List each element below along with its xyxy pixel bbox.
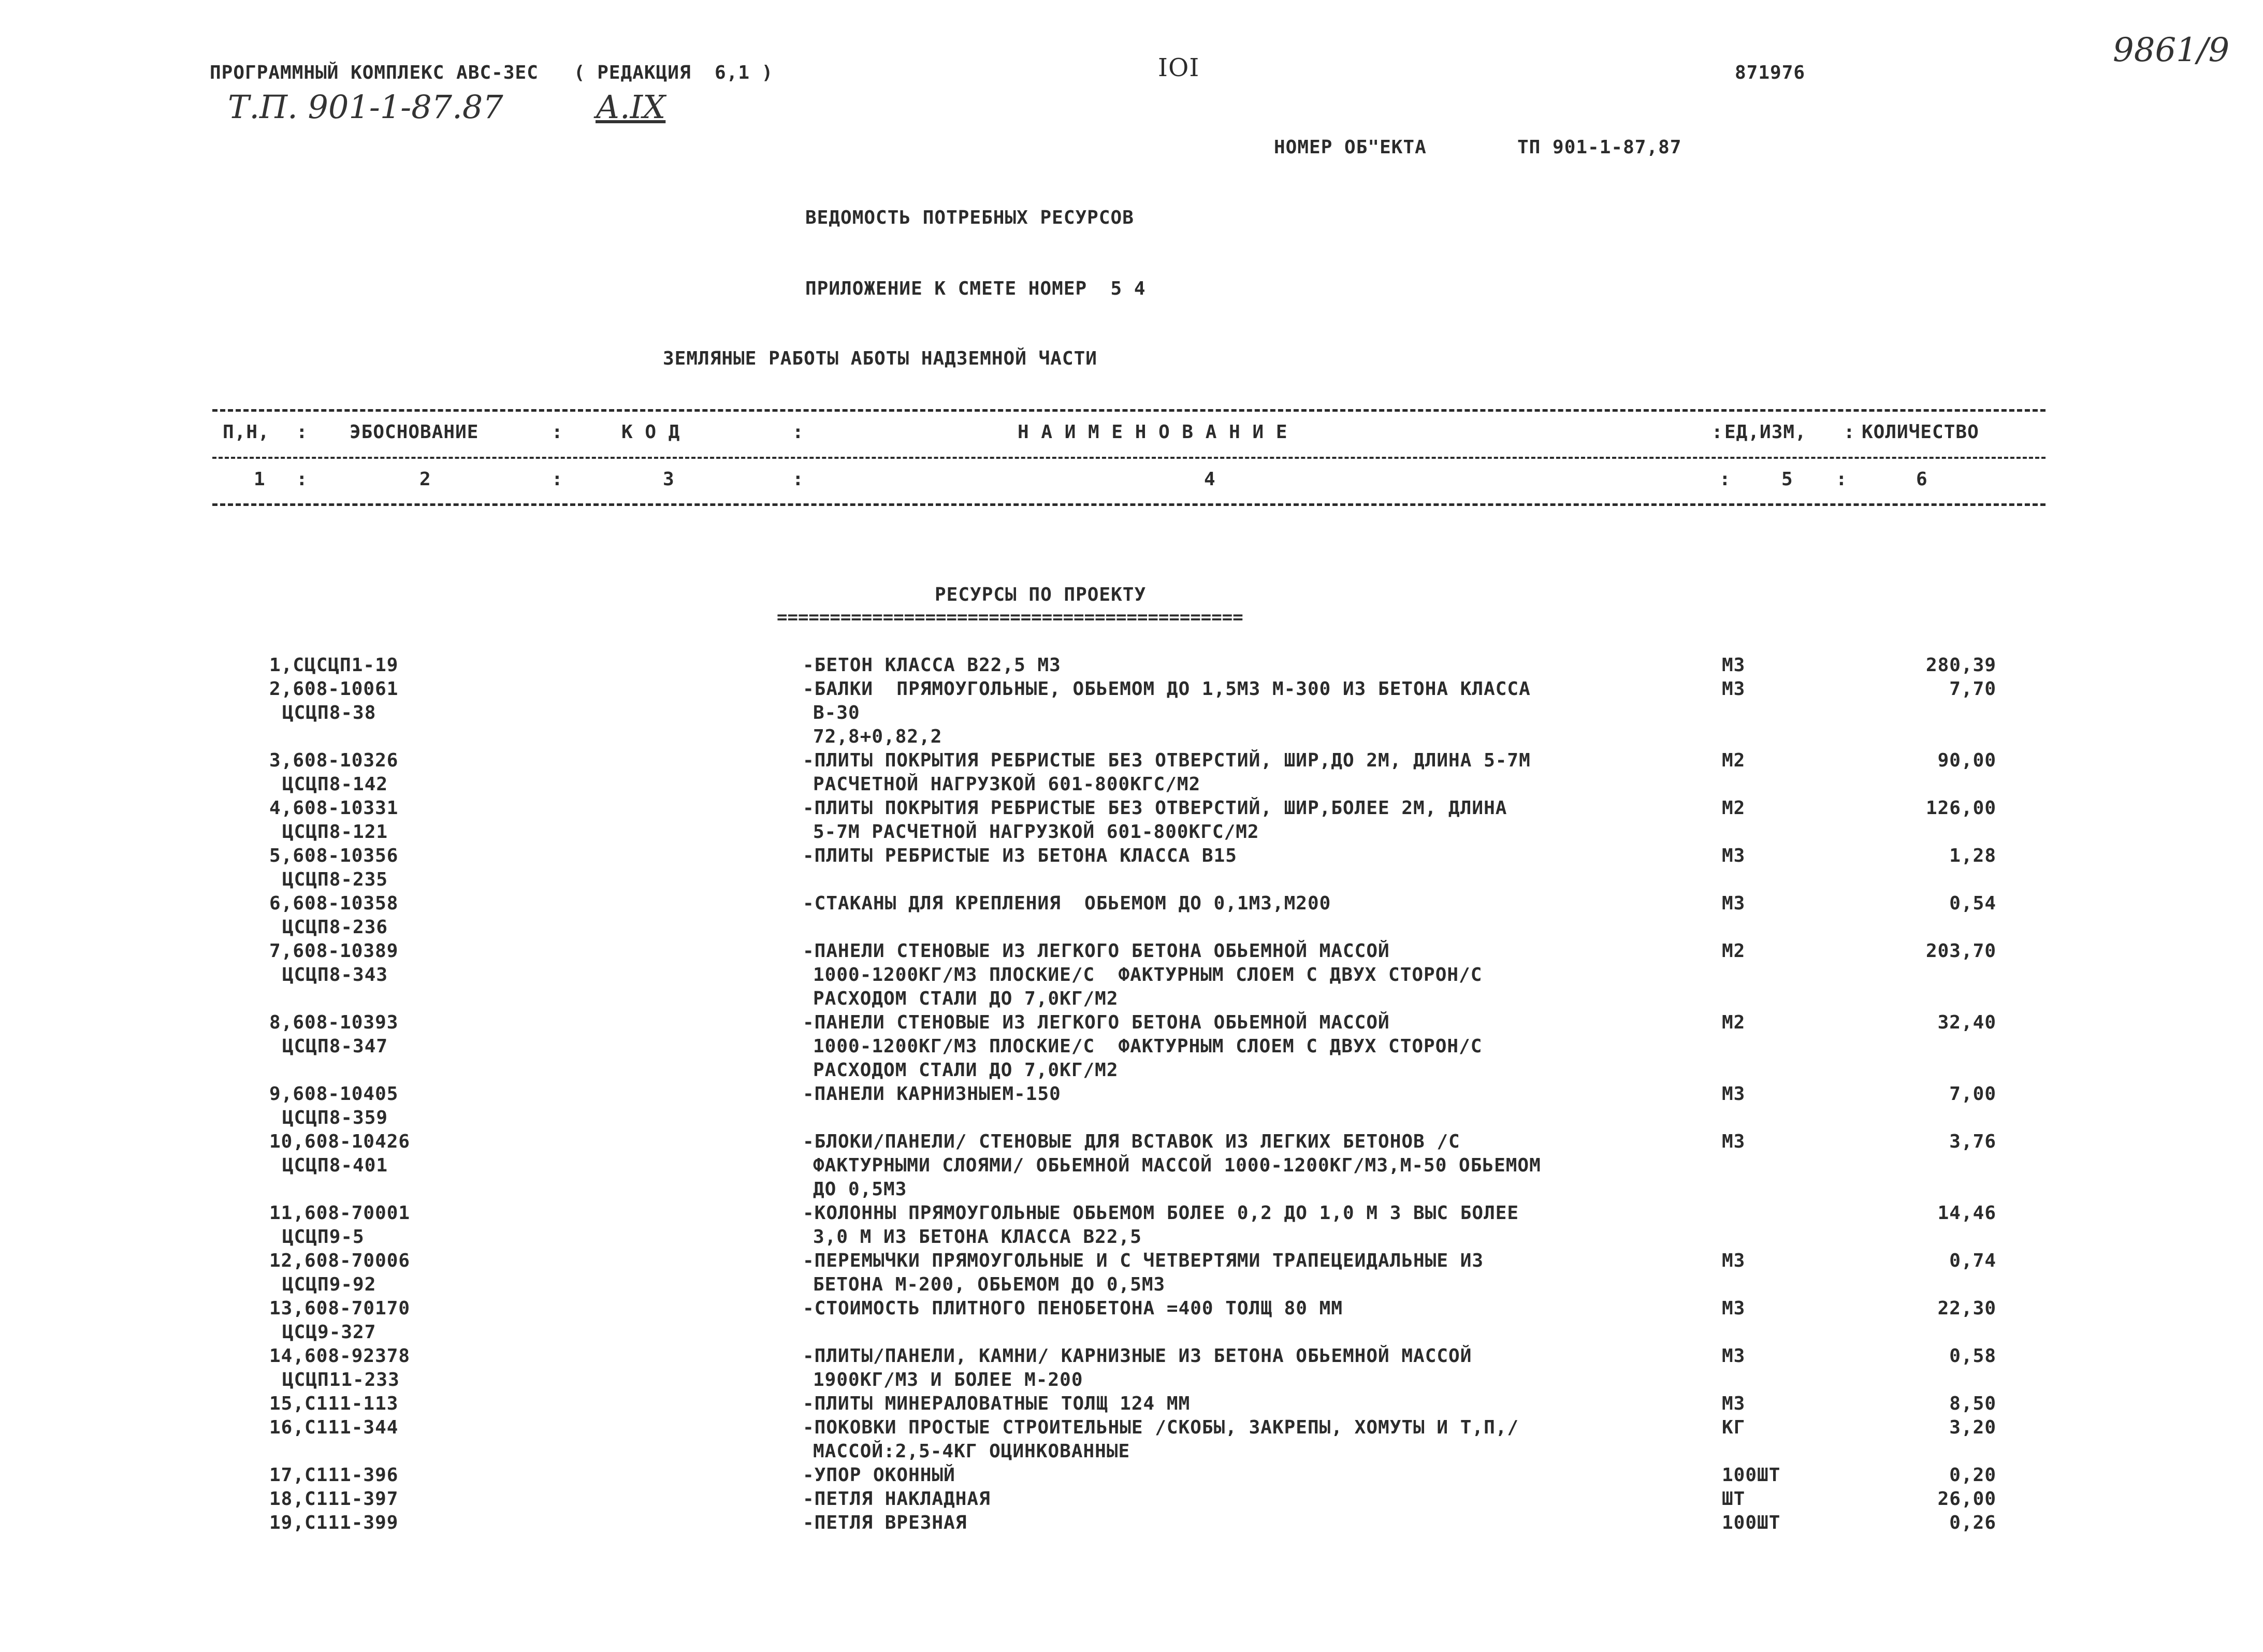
col-sep: :	[552, 469, 563, 490]
row-code: ЦСЦП8-121	[282, 821, 388, 843]
program-header: ПРОГРАММНЫЙ КОМПЛЕКС АВС-3ЕС ( РЕДАКЦИЯ 6,1 )	[210, 62, 774, 83]
row-name: 3,0 М ИЗ БЕТОНА КЛАССА В22,5	[813, 1226, 1142, 1248]
object-value: ТП 901-1-87,87	[1517, 137, 1682, 158]
row-code: 15,С111-113	[269, 1393, 399, 1414]
row-quantity: 7,00	[1949, 1083, 1996, 1105]
row-quantity: 0,58	[1949, 1345, 1996, 1367]
row-code: 14,608-92378	[269, 1345, 411, 1367]
col-sep: :	[792, 422, 804, 443]
row-unit: М3	[1722, 1250, 1746, 1271]
row-unit: М3	[1722, 655, 1746, 676]
row-quantity: 8,50	[1949, 1393, 1996, 1414]
col-head-qty: КОЛИЧЕСТВО	[1862, 422, 1979, 443]
row-quantity: 3,20	[1949, 1417, 1996, 1438]
row-quantity: 3,76	[1949, 1131, 1996, 1152]
col-num-6: 6	[1916, 469, 1928, 490]
row-unit: М3	[1722, 1345, 1746, 1367]
row-code: ЦСЦ9-327	[282, 1322, 376, 1343]
row-code: ЦСЦП11-233	[282, 1369, 400, 1390]
row-code: 18,С111-397	[269, 1488, 399, 1510]
row-name: -БЕТОН КЛАССА В22,5 М3	[803, 655, 1061, 676]
row-unit: М2	[1722, 750, 1746, 771]
col-head-basis: ЭБОСНОВАНИЕ	[350, 422, 479, 443]
row-unit: М3	[1722, 1298, 1746, 1319]
page-number: IOI	[1158, 53, 1200, 82]
row-code: ЦСЦП9-92	[282, 1274, 376, 1295]
row-quantity: 0,54	[1949, 893, 1996, 914]
row-name: -ПАНЕЛИ СТЕНОВЫЕ ИЗ ЛЕГКОГО БЕТОНА ОБЬЕМНОЙ МАССОЙ	[803, 1012, 1390, 1033]
row-unit: М3	[1722, 1083, 1746, 1105]
row-name: 1000-1200КГ/М3 ПЛОСКИЕ/С ФАКТУРНЫМ СЛОЕМ С ДВУХ СТОРОН/С	[813, 1036, 1483, 1057]
row-quantity: 14,46	[1937, 1202, 1996, 1224]
row-code: ЦСЦП8-236	[282, 917, 388, 938]
row-name: -ПЕРЕМЫЧКИ ПРЯМОУГОЛЬНЫЕ И С ЧЕТВЕРТЯМИ ТРАПЕЦЕИДАЛЬНЫЕ ИЗ	[803, 1250, 1484, 1271]
col-sep: :	[792, 469, 804, 490]
work-subtitle: ЗЕМЛЯНЫЕ РАБОТЫ АБОТЫ НАДЗЕМНОЙ ЧАСТИ	[663, 348, 1097, 369]
col-num-1: 1	[254, 469, 266, 490]
row-code: ЦСЦП9-5	[282, 1226, 365, 1248]
row-unit: КГ	[1722, 1417, 1746, 1438]
section-title: РЕСУРСЫ ПО ПРОЕКТУ	[935, 584, 1147, 605]
section-underline: ============================================	[777, 607, 1243, 628]
row-unit: М2	[1722, 798, 1746, 819]
handwritten-corner-mark: 9861/9	[2113, 31, 2230, 69]
row-code: 16,С111-344	[269, 1417, 399, 1438]
table-rule-top	[212, 409, 2046, 412]
row-name: -СТАКАНЫ ДЛЯ КРЕПЛЕНИЯ ОБЬЕМОМ ДО 0,1М3,М200	[803, 893, 1331, 914]
row-name: -СТОИМОСТЬ ПЛИТНОГО ПЕНОБЕТОНА =400 ТОЛЩ 80 ММ	[803, 1298, 1343, 1319]
row-name: -УПОР ОКОННЫЙ	[803, 1465, 955, 1486]
row-code: 9,608-10405	[269, 1083, 399, 1105]
row-code: 19,С111-399	[269, 1512, 399, 1533]
col-sep: :	[1836, 469, 1848, 490]
handwritten-project-code: Т.П. 901-1-87.87	[228, 88, 503, 126]
row-name: В-30	[813, 702, 860, 723]
row-name: РАСХОДОМ СТАЛИ ДО 7,0КГ/М2	[813, 988, 1119, 1009]
col-num-3: 3	[663, 469, 675, 490]
row-name: -ПЛИТЫ/ПАНЕЛИ, КАМНИ/ КАРНИЗНЫЕ ИЗ БЕТОНА ОБЬЕМНОЙ МАССОЙ	[803, 1345, 1472, 1367]
row-quantity: 0,74	[1949, 1250, 1996, 1271]
row-code: 5,608-10356	[269, 845, 399, 866]
row-code: ЦСЦП8-38	[282, 702, 376, 723]
row-name: МАССОЙ:2,5-4КГ ОЦИНКОВАННЫЕ	[813, 1441, 1130, 1462]
row-code: ЦСЦП8-235	[282, 869, 388, 890]
row-name: -ПЕТЛЯ НАКЛАДНАЯ	[803, 1488, 991, 1510]
row-quantity: 32,40	[1937, 1012, 1996, 1033]
row-quantity: 0,20	[1949, 1465, 1996, 1486]
row-code: 6,608-10358	[269, 893, 399, 914]
row-unit: М3	[1722, 678, 1746, 700]
row-code: 1,СЦСЦП1-19	[269, 655, 399, 676]
row-quantity: 1,28	[1949, 845, 1996, 866]
row-name: 5-7М РАСЧЕТНОЙ НАГРУЗКОЙ 601-800КГС/М2	[813, 821, 1259, 843]
row-name: -ПЛИТЫ МИНЕРАЛОВАТНЫЕ ТОЛЩ 124 ММ	[803, 1393, 1191, 1414]
row-name: ДО 0,5М3	[813, 1179, 907, 1200]
row-unit: М3	[1722, 1131, 1746, 1152]
object-label: НОМЕР ОБ"ЕКТА	[1274, 137, 1427, 158]
row-name: -КОЛОННЫ ПРЯМОУГОЛЬНЫЕ ОБЬЕМОМ БОЛЕЕ 0,2 ДО 1,0 М 3 ВЫС БОЛЕЕ	[803, 1202, 1519, 1224]
col-num-5: 5	[1781, 469, 1793, 490]
row-name: -ПЛИТЫ РЕБРИСТЫЕ ИЗ БЕТОНА КЛАССА В15	[803, 845, 1237, 866]
row-code: ЦСЦП8-347	[282, 1036, 388, 1057]
col-head-code: К О Д	[621, 422, 680, 443]
row-unit: М2	[1722, 940, 1746, 962]
row-name: РАСХОДОМ СТАЛИ ДО 7,0КГ/М2	[813, 1060, 1119, 1081]
col-sep: :	[552, 422, 563, 443]
row-code: 17,С111-396	[269, 1465, 399, 1486]
document-title: ВЕДОМОСТЬ ПОТРЕБНЫХ РЕСУРСОВ	[805, 207, 1134, 228]
row-code: ЦСЦП8-142	[282, 774, 388, 795]
col-head-name: Н А И М Е Н О В А Н И Е	[1018, 422, 1288, 443]
row-code: ЦСЦП8-343	[282, 964, 388, 986]
row-name: -ПЛИТЫ ПОКРЫТИЯ РЕБРИСТЫЕ БЕЗ ОТВЕРСТИЙ, ШИР,ДО 2М, ДЛИНА 5-7М	[803, 750, 1531, 771]
row-quantity: 90,00	[1937, 750, 1996, 771]
row-quantity: 7,70	[1949, 678, 1996, 700]
row-code: 10,608-10426	[269, 1131, 411, 1152]
col-head-pn: П,Н,	[223, 422, 270, 443]
row-name: БЕТОНА М-200, ОБЬЕМОМ ДО 0,5М3	[813, 1274, 1166, 1295]
row-name: 72,8+0,82,2	[813, 726, 942, 747]
row-unit: 100ШТ	[1722, 1512, 1781, 1533]
row-code: ЦСЦП8-401	[282, 1155, 388, 1176]
row-name: -БАЛКИ ПРЯМОУГОЛЬНЫЕ, ОБЬЕМОМ ДО 1,5М3 М-300 ИЗ БЕТОНА КЛАССА	[803, 678, 1531, 700]
row-code: ЦСЦП8-359	[282, 1107, 388, 1128]
table-rule-mid	[212, 457, 2046, 459]
row-name: -ПЛИТЫ ПОКРЫТИЯ РЕБРИСТЫЕ БЕЗ ОТВЕРСТИЙ, ШИР,БОЛЕЕ 2М, ДЛИНА	[803, 798, 1507, 819]
appendix-line: ПРИЛОЖЕНИЕ К СМЕТЕ НОМЕР 5 4	[805, 278, 1146, 299]
row-quantity: 22,30	[1937, 1298, 1996, 1319]
document-number: 871976	[1735, 62, 1806, 83]
col-sep: :	[296, 422, 308, 443]
row-code: 7,608-10389	[269, 940, 399, 962]
row-quantity: 203,70	[1925, 940, 1996, 962]
row-unit: М3	[1722, 1393, 1746, 1414]
col-head-unit: ЕД,ИЗМ,	[1724, 422, 1807, 443]
row-code: 12,608-70006	[269, 1250, 411, 1271]
row-name: 1900КГ/М3 И БОЛЕЕ М-200	[813, 1369, 1083, 1390]
handwritten-album: А.IX	[596, 88, 666, 126]
row-code: 3,608-10326	[269, 750, 399, 771]
row-code: 11,608-70001	[269, 1202, 411, 1224]
row-name: -ПАНЕЛИ КАРНИЗНЫЕМ-150	[803, 1083, 1061, 1105]
col-sep: :	[1719, 469, 1731, 490]
row-unit: ШТ	[1722, 1488, 1746, 1510]
row-code: 2,608-10061	[269, 678, 399, 700]
row-quantity: 0,26	[1949, 1512, 1996, 1533]
row-unit: М2	[1722, 1012, 1746, 1033]
col-num-4: 4	[1204, 469, 1216, 490]
row-name: 1000-1200КГ/М3 ПЛОСКИЕ/С ФАКТУРНЫМ СЛОЕМ С ДВУХ СТОРОН/С	[813, 964, 1483, 986]
row-unit: М3	[1722, 845, 1746, 866]
col-sep: :	[296, 469, 308, 490]
row-code: 13,608-70170	[269, 1298, 411, 1319]
row-code: 8,608-10393	[269, 1012, 399, 1033]
row-name: ФАКТУРНЫМИ СЛОЯМИ/ ОБЬЕМНОЙ МАССОЙ 1000-1200КГ/М3,М-50 ОБЬЕМОМ	[813, 1155, 1541, 1176]
row-unit: 100ШТ	[1722, 1465, 1781, 1486]
col-num-2: 2	[419, 469, 431, 490]
row-code: 4,608-10331	[269, 798, 399, 819]
row-unit: М3	[1722, 893, 1746, 914]
row-name: -БЛОКИ/ПАНЕЛИ/ СТЕНОВЫЕ ДЛЯ ВСТАВОК ИЗ ЛЕГКИХ БЕТОНОВ /С	[803, 1131, 1460, 1152]
row-name: -ПАНЕЛИ СТЕНОВЫЕ ИЗ ЛЕГКОГО БЕТОНА ОБЬЕМНОЙ МАССОЙ	[803, 940, 1390, 962]
row-name: РАСЧЕТНОЙ НАГРУЗКОЙ 601-800КГС/М2	[813, 774, 1201, 795]
row-name: -ПОКОВКИ ПРОСТЫЕ СТРОИТЕЛЬНЫЕ /СКОБЫ, ЗАКРЕПЫ, ХОМУТЫ И Т,П,/	[803, 1417, 1519, 1438]
row-quantity: 280,39	[1925, 655, 1996, 676]
row-name: -ПЕТЛЯ ВРЕЗНАЯ	[803, 1512, 967, 1533]
table-rule-bottom	[212, 503, 2046, 506]
row-quantity: 126,00	[1925, 798, 1996, 819]
col-sep: :	[1844, 422, 1855, 443]
row-quantity: 26,00	[1937, 1488, 1996, 1510]
col-sep: :	[1711, 422, 1723, 443]
